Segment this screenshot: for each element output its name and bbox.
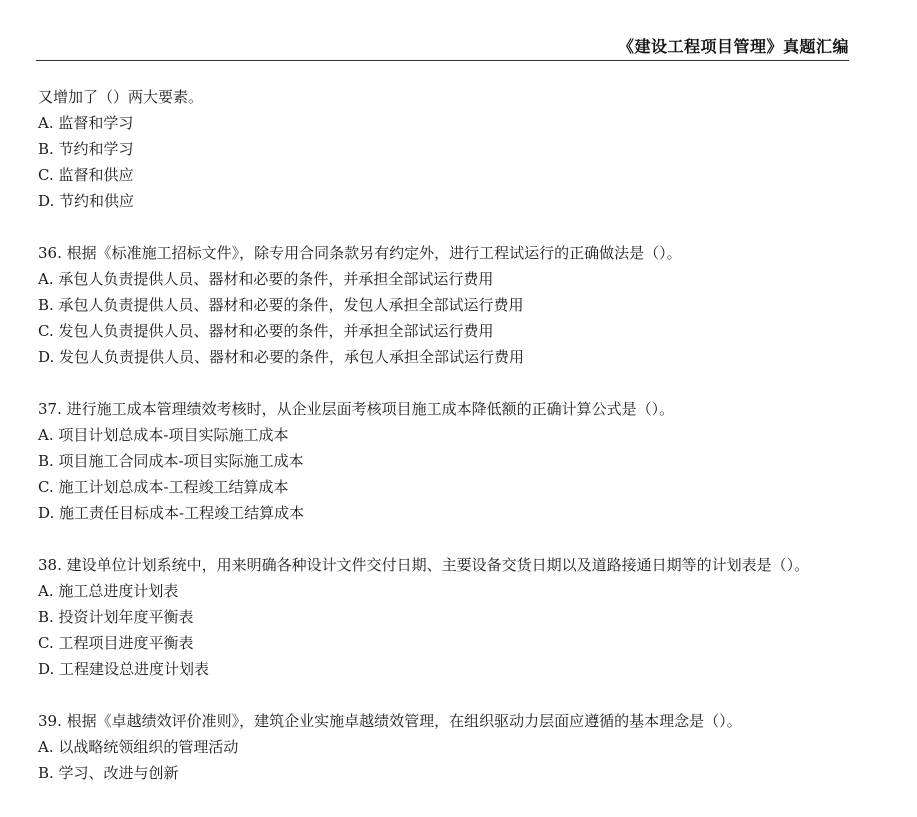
option-c: C. 工程项目进度平衡表 — [38, 634, 194, 652]
question-stem: 37. 进行施工成本管理绩效考核时，从企业层面考核项目施工成本降低额的正确计算公式是（）。 — [38, 400, 675, 418]
option-b: B. 节约和学习 — [38, 140, 134, 158]
option-a: A. 承包人负责提供人员、器材和必要的条件，并承担全部试运行费用 — [38, 270, 494, 288]
question-37-block — [38, 396, 852, 526]
question-36-block — [38, 240, 852, 370]
option-d: D. 发包人负责提供人员、器材和必要的条件，承包人承担全部试运行费用 — [38, 348, 525, 366]
question-39-block — [38, 708, 852, 786]
question-35-continuation-block — [38, 84, 852, 214]
spacer — [38, 526, 852, 552]
question-stem: 36. 根据《标准施工招标文件》，除专用合同条款另有约定外，进行工程试运行的正确做法是（）。 — [38, 244, 682, 262]
question-stem: 39. 根据《卓越绩效评价准则》，建筑企业实施卓越绩效管理，在组织驱动力层面应遵循的基本理念是（）。 — [38, 712, 742, 730]
spacer — [38, 682, 852, 708]
page-content — [38, 84, 852, 786]
option-c: C. 施工计划总成本-工程竣工结算成本 — [38, 478, 289, 496]
question-stem-continuation: 又增加了（）两大要素。 — [38, 88, 204, 106]
option-a: A. 施工总进度计划表 — [38, 582, 179, 600]
option-c: C. 监督和供应 — [38, 166, 134, 184]
option-d: D. 节约和供应 — [38, 192, 135, 210]
option-a: A. 监督和学习 — [38, 114, 134, 132]
option-a: A. 项目计划总成本-项目实际施工成本 — [38, 426, 289, 444]
option-a: A. 以战略统领组织的管理活动 — [38, 738, 239, 756]
option-d: D. 施工责任目标成本-工程竣工结算成本 — [38, 504, 305, 522]
option-d: D. 工程建设总进度计划表 — [38, 660, 210, 678]
header-divider — [36, 60, 849, 61]
question-38-block — [38, 552, 852, 682]
spacer — [38, 214, 852, 240]
spacer — [38, 370, 852, 396]
running-header-title: 《建设工程项目管理》真题汇编 — [617, 37, 849, 56]
option-c: C. 发包人负责提供人员、器材和必要的条件，并承担全部试运行费用 — [38, 322, 494, 340]
option-b: B. 项目施工合同成本-项目实际施工成本 — [38, 452, 304, 470]
option-b: B. 承包人负责提供人员、器材和必要的条件，发包人承担全部试运行费用 — [38, 296, 524, 314]
option-b: B. 学习、改进与创新 — [38, 764, 179, 782]
question-stem: 38. 建设单位计划系统中，用来明确各种设计文件交付日期、主要设备交货日期以及道路接通日期等的计划表是（）。 — [38, 556, 810, 574]
option-b: B. 投资计划年度平衡表 — [38, 608, 194, 626]
